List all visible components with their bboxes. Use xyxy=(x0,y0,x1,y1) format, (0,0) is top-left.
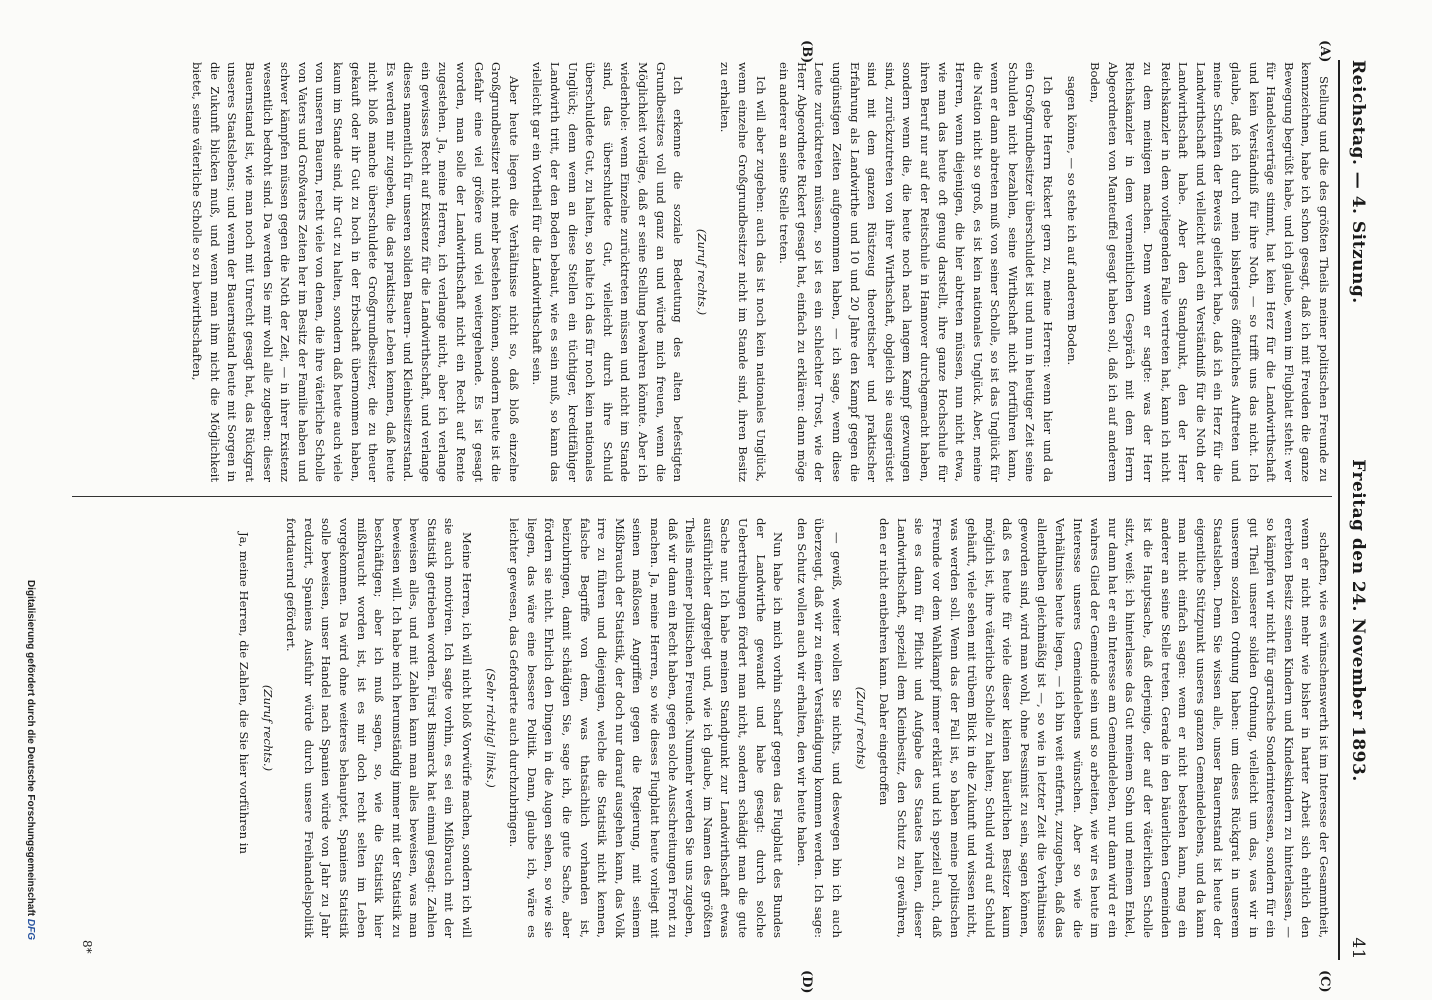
page-number: 41 xyxy=(1348,937,1368,960)
digitization-credit xyxy=(25,60,36,940)
paragraph: schaften, wie es wünschenswerth ist im Interesse der Gesammtheit, wenn er nicht mehr wie bisher in harter Arbeit sich ehrlich den ererbten Besitz seinen Kindern und Kindeskindern zu hinterlassen, — so kämpfen wir nicht für agrarische Sonderinteressen, sondern für ein gut Theil unserer soliden Ordnung, vielleicht um das, was wir in unserem sozialen Ordnung haben: um dieses Rückgrat in unserem Staatsleben. Denn Sie wissen alle, unser Bauernstand ist heute der eigentliche Stützpunkt unseres ganzen Gemeindelebens, und da kann man nicht einfach sagen: wenn er nicht bestehen kann, mag ein anderer an seine Stelle treten. Gerade in den bäuerlichen Gemeinden ist die Hauptsache, daß derjenige, der auf der väterlichen Scholle sitzt, weiß: ich hinterlasse das Gut meinem Sohn und meinem Enkel, nur dann hat er ein Interesse am Gemeindeleben, nur dann wird er ein wahres Glied der Gemeinde sein und so arbeiten, wie wir es heute im Interesse unseres Gemeindelebens wünschen. Aber so wie die Verhältnisse heute liegen, — ich bin weit entfernt, zuzugeben, daß das allenthalben gleichmäßig ist —, so wie in letzter Zeit die Verhältnisse geworden sind, wird man wohl, ohne Pessimist zu sein, sagen können, daß es heute für viele dieser kleinen bäuerlichen Besitzer kaum möglich ist, ihre väterliche Scholle zu halten; Schuld wird auf Schuld gehäuft, viele sehen mit trübem Blick in die Zukunft und wissen nicht, was werden soll. Wenn das der Fall ist, so haben meine politischen Freunde vor dem Wahlkampf immer erklärt und ich speziell auch, daß sie es dann für Pflicht und Aufgabe des Staates halten, dieser Landwirthschaft, speziell dem Kleinbesitz, den Schutz zu gewähren, den er nicht entbehren kann. Daher eingetroffen xyxy=(877,518,1331,938)
column-divider xyxy=(72,496,1332,497)
dfg-logo: DFG xyxy=(25,918,36,940)
paragraph: Ich erkenne die soziale Bedeutung des alten befestigten Grundbesitzes voll und ganz an und würde mich freuen, wenn die Möglichkeit vorläge, daß er seine Stellung bewahren könnte. Aber ich wiederhole: wenn Einzelne zurücktreten müssen und nicht im Stande sind, das überschuldete Gut, vielleicht durch ihre Schuld überschuldete Gut, zu halten, so halte ich das für noch kein nationales Unglück; denn wenn an diese Stellen ein tüchtiger, kreditfähiger Landwirth tritt, der den Boden bebaut, wie es sein muß, so kann das vielleicht gar ein Vortheil für die Landwirthschaft sein. xyxy=(530,62,686,482)
signature-mark: 8* xyxy=(80,940,94,954)
interjection: (Sehr richtig! links.) xyxy=(483,668,498,788)
header-date: Freitag den 24. November 1893. xyxy=(1348,459,1368,782)
paragraph: Stellung und die des größten Theils meiner politischen Freunde zu kennzeichnen, habe ich schon gesagt, daß ich mit Freuden die ganze Bewegung begrüßt habe, und ich glaube, wenn im Flugblatt steht: wer für Handelsverträge stimmt, hat kein Herz für die Landwirthschaft und kein Verständniß für ihre Noth, — so trifft uns das nicht. Ich glaube, daß ich durch mein bisheriges öffentliches Auftreten und meine Schriften der Beweis geliefert habe, daß ich ein Herz für die Landwirthschaft und vielleicht auch ein Verständniß für die Noth der Landwirthschaft habe. Aber den Standpunkt, den der Herr Reichskanzler in dem vorliegenden Falle vertreten hat, kann ich nicht zu dem meinigen machen. Denn wenn er sagte: was der Herr Reichskanzler in dem vermeintlichen Gespräch mit dem Herrn Abgeordneten von Manteuffel gesagt haben soll, daß ich auf anderem Boden, xyxy=(1088,62,1331,482)
interjection: (Zuruf rechts.) xyxy=(694,228,709,316)
credit-text: Digitalisierung gefördert durch die Deutsche Forschungsgemeinschaft xyxy=(25,579,36,917)
margin-marker-d: (D) xyxy=(799,970,814,994)
paragraph: Ich will aber zugeben: auch das ist noch kein nationales Unglück, wenn einzelne Großgrundbesitzer nicht im Stande sind, ihren Besitz zu erhalten. xyxy=(718,62,768,482)
header-left: Reichstag. — 4. Sitzung. xyxy=(1348,60,1368,304)
paragraph: — gewiß, weiter wollen Sie nichts, und deswegen bin ich auch überzeugt, daß wir zu einer Verständigung kommen werden. Ich sage: den Schutz wollen auch wir erhalten, den wir heute haben. xyxy=(794,518,844,938)
interjection: (Zuruf rechts) xyxy=(853,686,868,770)
paragraph: Nun habe ich mich vorhin scharf gegen das Flugblatt des Bundes der Landwirthe gewandt und habe gesagt: durch solche Uebertreibungen fördert man nicht, sondern schädigt man die gute Sache nur. Ich habe meinen Standpunkt zur Landwirthschaft etwas ausführlicher dargelegt und, wie ich glaube, im Namen des größten Theils meiner politischen Freunde. Nunmehr werden Sie uns zugeben, daß wir dann ein Recht haben, gegen solche Ausschreitungen Front zu machen. Ja, meine Herren, so wie dieses Flugblatt heute vorliegt mit seinen maßlosen Angriffen gegen die Regierung, mit seinem Mißbrauch der Statistik, der doch nur darauf ausgehen kann, das Volk irre zu führen und diejenigen, welche die Statistik nicht kennen, falsche Begriffe von dem, was thatsächlich vorhanden ist, beizubringen, damit schädigen Sie, sage ich, die gute Sache, aber fördern sie nicht. Ehrlich den Dingen in die Augen sehen, so wie sie liegen, das wäre eine bessere Politik. Dann, glaube ich, wäre es leichter gewesen, das Geforderte auch durchzubringen. xyxy=(507,518,786,938)
margin-marker-c: (C) xyxy=(1317,970,1332,993)
left-column xyxy=(72,62,1332,482)
margin-marker-b: (B) xyxy=(799,40,814,64)
interjection: (Zuruf rechts.) xyxy=(260,684,275,772)
paragraph: Ich gebe Herrn Rickert gern zu, meine Herren: wenn hier und da ein Großgrundbesitzer überschuldet ist und nun in heutiger Zeit seine Schulden nicht bezahlen, seine Wirthschaft nicht fortführen kann, wenn er dann abtreten muß von seiner Scholle, so ist das Unglück für die Nation nicht so groß, es ist kein nationales Unglück. Aber, meine Herren, wenn diejenigen, die hier abtreten müssen, nun nicht etwa, wie man das heute oft genug darstellt, ihre ganze Hochschule für ihren Beruf nur auf der Reitschule in Hannover durchgemacht haben, sondern wenn die, die heute noch nach langem Kampf gezwungen sind, zurückzutreten von ihrer Wirthschaft, obgleich sie ausgerüstet sind mit dem ganzen Rüstzeug theoretischer und praktischer Erfahrung als Landwirthe und 10 und 20 Jahre den Kampf gegen die ungünstigen Zeiten aufgenommen haben, — ich sage, wenn diese Leute zurücktreten müssen, so ist es ein schlechter Trost, wie der Herr Abgeordnete Rickert gesagt hat, einfach zu erklären: dann möge ein anderer an seine Stelle treten. xyxy=(777,62,1056,482)
page-header xyxy=(1338,60,1376,960)
margin-marker-a: (A) xyxy=(1317,40,1332,63)
paragraph: Ja, meine Herren, die Zahlen, die Sie hier vorführen in xyxy=(236,532,251,854)
right-column xyxy=(72,518,1332,938)
paragraph: Meine Herren, ich will nicht bloß Vorwürfe machen, sondern ich will sie auch motiviren. Ich sagte vorhin, es sei ein Mißbrauch mit der Statistik getrieben worden. Fürst Bismarck hat einmal gesagt: Zahlen beweisen alles, und mit Zahlen kann man alles beweisen, was man beweisen will. Ich habe mich herumständig immer mit der Statistik zu beschäftigen; aber ich muß sagen, so, wie die Statistik hier mißbraucht worden ist, ist es mir doch recht selten im Leben vorgekommen. Da wird ohne weiteres behauptet, Spaniens Statistik solle beweisen, unser Handel nach Spanien würde von Jahr zu Jahr reduzirt, Spaniens Ausfuhr würde durch unsere Freihandelspolitik fortdauernd gefördert. xyxy=(284,518,475,938)
paragraph: Aber heute liegen die Verhältnisse nicht so, daß bloß einzelne Großgrundbesitzer nicht mehr bestehen können, sondern heute ist die Gefahr eine viel größere und viel weitergehende. Es ist gesagt worden, man solle der Landwirthschaft nicht ein Recht auf Rente zugestehen. Ja, meine Herren, ich verlange nicht, aber ich verlange ein gewisses Recht auf Existenz für die Landwirthschaft, und verlange dieses namentlich für unseren soliden Bauern- und Kleinbesitzerstand. Es werden mir zugeben, die das praktische Leben kennen, daß heute nicht bloß manche überschuldete Großgrundbesitzer, die zu theuer gekauft oder ihr Gut zu hoch in der Erbschaft übernommen haben, kaum im Stande sind, ihr Gut zu halten, sondern daß heute auch viele von unseren Bauern, recht viele von denen, die ihre väterliche Scholle von Vaters und Großvaters Zeiten her im Besitz der Familie haben und schwer kämpfen müssen gegen die Noth der Zeit, — in ihrer Existenz wesentlich bedroht sind. Da werden Sie mir wohl alle zugeben: dieser Bauernstand ist, wie man noch mit Unrecht gesagt hat, das Rückgrat unseres Staatslebens; und wenn der Bauernstand heute mit Sorgen in die Zukunft blicken muß, und wenn man ihm nicht die Möglichkeit bietet, seine väterliche Scholle so zu bewirthschaften, xyxy=(190,62,521,482)
paragraph: sagen könne, — so stehe ich auf anderem Boden. xyxy=(1064,76,1079,366)
